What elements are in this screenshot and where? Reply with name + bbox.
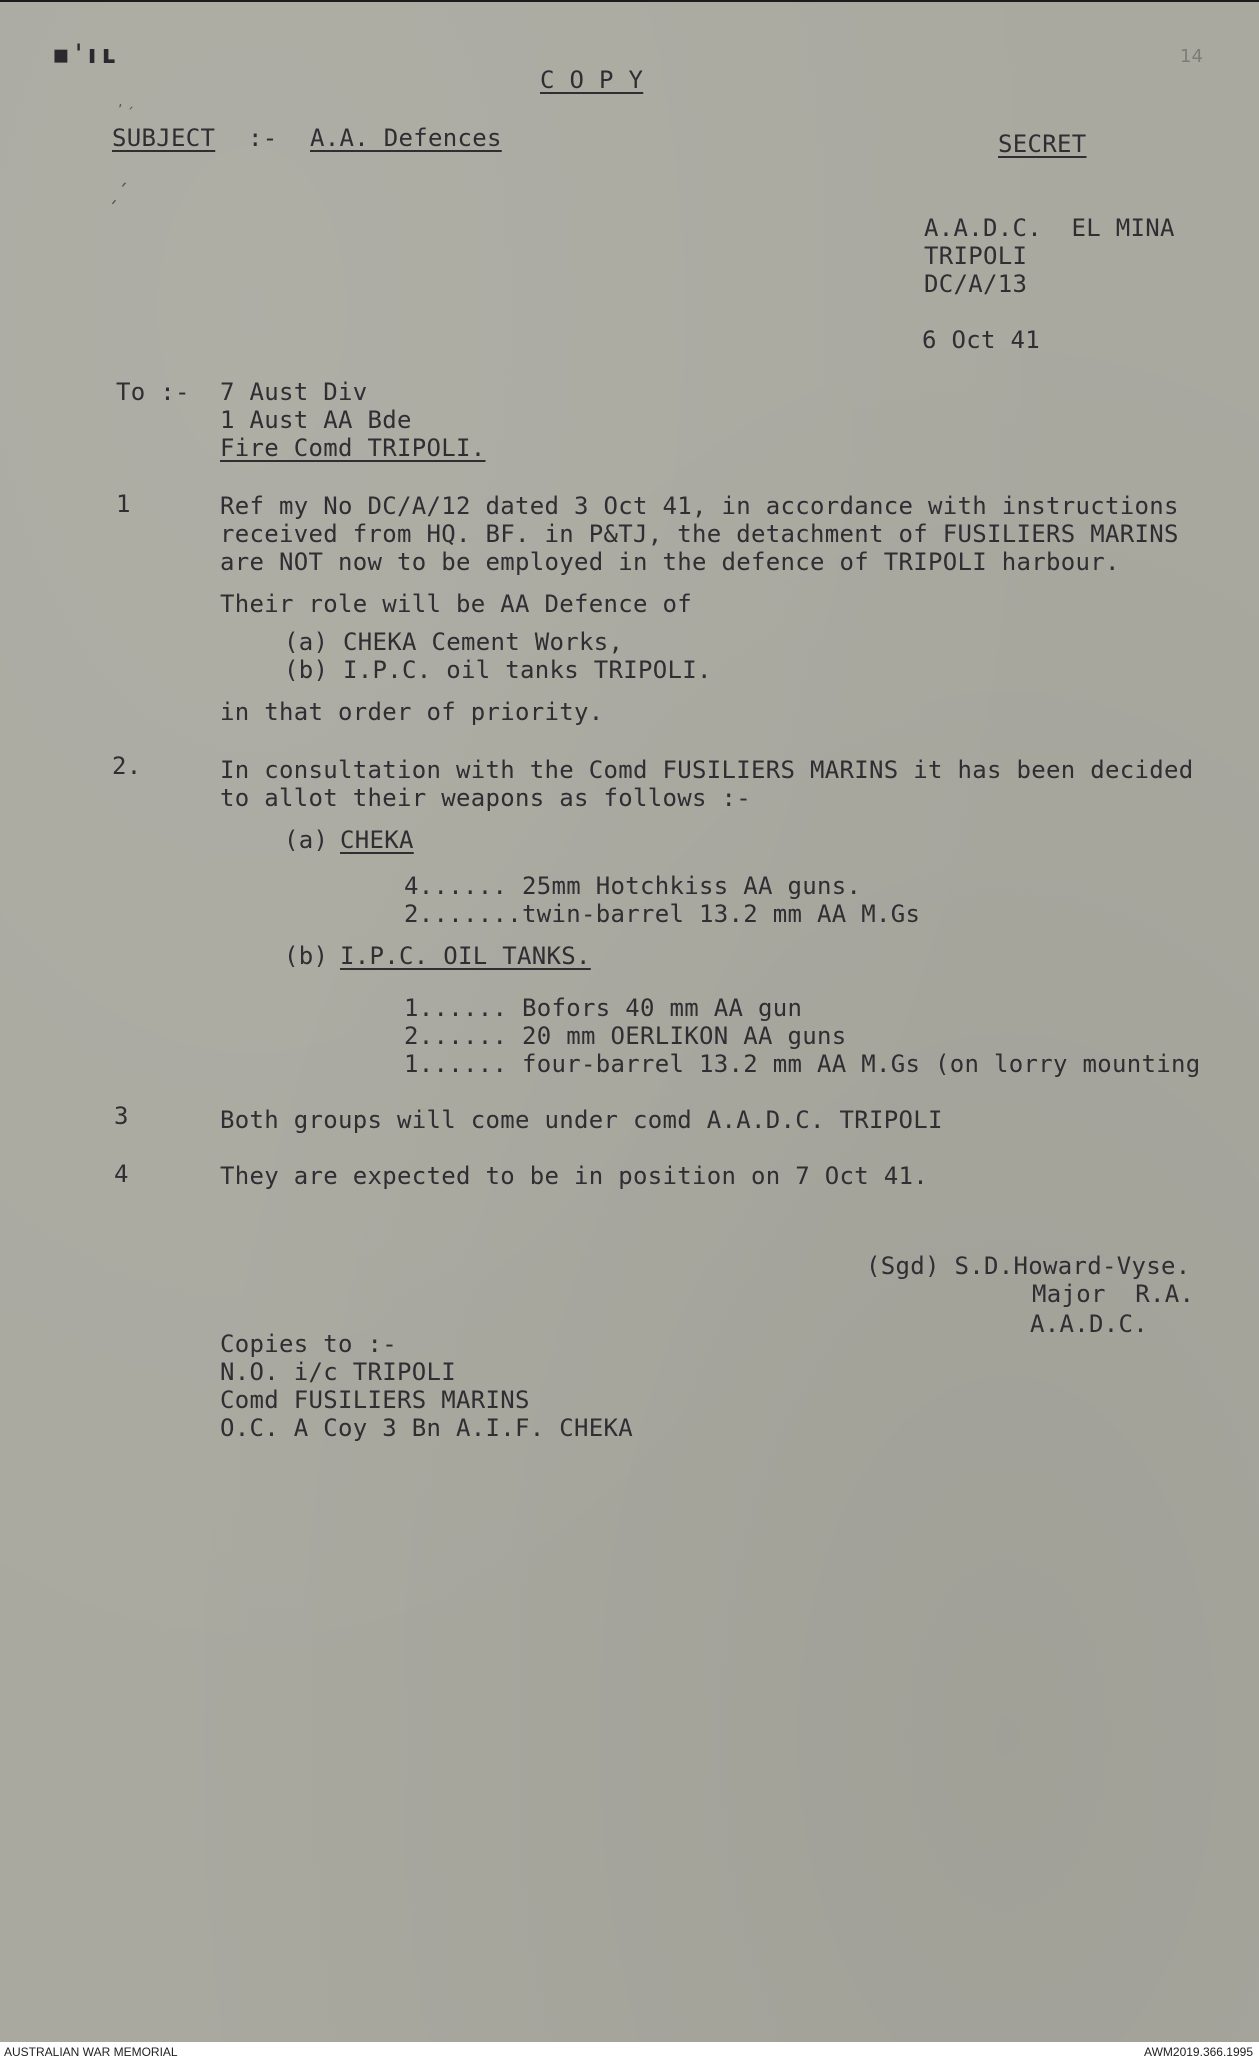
origin-line-1: A.A.D.C. EL MINA xyxy=(924,214,1175,242)
footer-institution: AUSTRALIAN WAR MEMORIAL xyxy=(4,2045,178,2059)
para2-line-2: to allot their weapons as follows :- xyxy=(220,784,751,812)
para2-number: 2. xyxy=(112,752,142,780)
pencil-page-number: 14 xyxy=(1180,46,1203,67)
group-b-item-3: 1...... four-barrel 13.2 mm AA M.Gs (on lorry mounting xyxy=(404,1050,1201,1078)
group-a-name: CHEKA xyxy=(340,826,414,854)
para4-text: They are expected to be in position on 7 Oct 41. xyxy=(220,1162,928,1190)
addressee-1: 7 Aust Div xyxy=(220,378,368,406)
para1-role-b: (b) I.P.C. oil tanks TRIPOLI. xyxy=(284,656,712,684)
para1-closing: in that order of priority. xyxy=(220,698,604,726)
para4-number: 4 xyxy=(114,1160,129,1188)
copies-recipient-1: N.O. i/c TRIPOLI xyxy=(220,1358,456,1386)
footer-accession-number: AWM2019.366.1995 xyxy=(1144,2045,1253,2059)
copy-heading: C O P Y xyxy=(540,66,644,94)
para1-number: 1 xyxy=(116,490,131,518)
group-b-marker: (b) xyxy=(284,942,329,970)
origin-reference: DC/A/13 xyxy=(924,270,1028,298)
stray-mark: ‚ ˏ xyxy=(118,94,134,110)
classification-secret: SECRET xyxy=(998,130,1087,158)
para1-line-2: received from HQ. BF. in P&TJ, the detachment of FUSILIERS MARINS xyxy=(220,520,1179,548)
origin-line-2: TRIPOLI xyxy=(924,242,1028,270)
para1-line-3: are NOT now to be employed in the defence of TRIPOLI harbour. xyxy=(220,548,1120,576)
to-label: To :- xyxy=(116,378,190,406)
subject-separator: :- xyxy=(248,124,278,152)
subject-value: A.A. Defences xyxy=(310,124,502,152)
para3-number: 3 xyxy=(114,1102,129,1130)
para3-text: Both groups will come under comd A.A.D.C. TRIPOLI xyxy=(220,1106,943,1134)
group-a-item-1: 4...... 25mm Hotchkiss AA guns. xyxy=(404,872,862,900)
stray-tick-mark: ˏ´ xyxy=(108,180,128,204)
copies-label: Copies to :- xyxy=(220,1330,397,1358)
signature-appointment: A.A.D.C. xyxy=(1030,1310,1148,1338)
corner-ink-mark: ▪ ˈ ı ʟ xyxy=(52,40,114,70)
document-date: 6 Oct 41 xyxy=(922,326,1040,354)
para1-line-1: Ref my No DC/A/12 dated 3 Oct 41, in accordance with instructions xyxy=(220,492,1179,520)
copies-recipient-2: Comd FUSILIERS MARINS xyxy=(220,1386,530,1414)
signature-rank: Major R.A. xyxy=(1032,1280,1195,1308)
para2-line-1: In consultation with the Comd FUSILIERS MARINS it has been decided xyxy=(220,756,1194,784)
group-b-item-1: 1...... Bofors 40 mm AA gun xyxy=(404,994,803,1022)
para1-role-intro: Their role will be AA Defence of xyxy=(220,590,692,618)
addressee-2: 1 Aust AA Bde xyxy=(220,406,412,434)
group-a-marker: (a) xyxy=(284,826,329,854)
group-b-name: I.P.C. OIL TANKS. xyxy=(340,942,591,970)
group-b-item-2: 2...... 20 mm OERLIKON AA guns xyxy=(404,1022,847,1050)
para1-role-a: (a) CHEKA Cement Works, xyxy=(284,628,624,656)
subject-label: SUBJECT xyxy=(112,124,216,152)
group-a-item-2: 2.......twin-barrel 13.2 mm AA M.Gs xyxy=(404,900,921,928)
copies-recipient-3: O.C. A Coy 3 Bn A.I.F. CHEKA xyxy=(220,1414,633,1442)
addressee-3: Fire Comd TRIPOLI. xyxy=(220,434,486,462)
signature-name: (Sgd) S.D.Howard-Vyse. xyxy=(866,1252,1191,1280)
